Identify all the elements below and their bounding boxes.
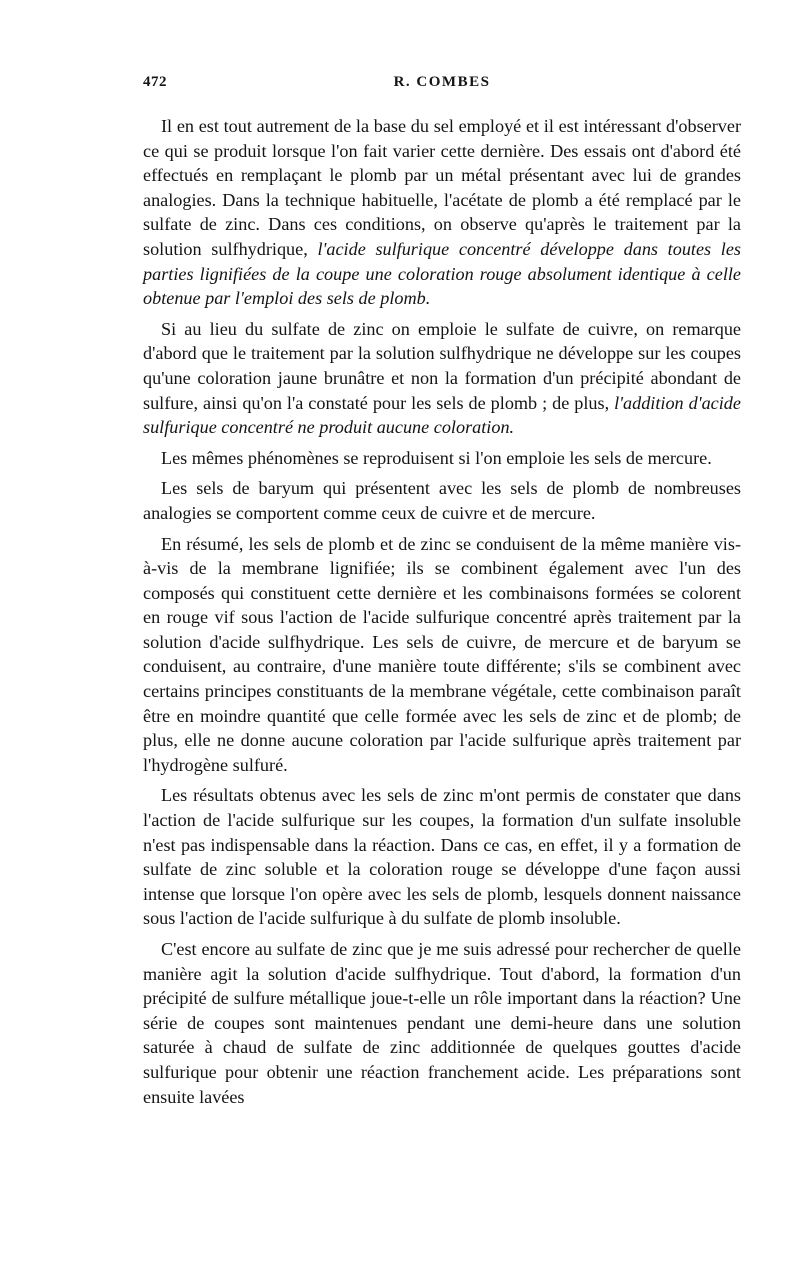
page-number: 472 [143,74,167,90]
text-run: Les résultats obtenus avec les sels de zinc m'ont permis de constater que dans l'action de l'acide sulfurique sur les coupes, la formation d'un sulfate insoluble n'est pas indispensable dans la réaction. Dans ce cas, en effet, il y a formation de sulfate de zinc soluble et la coloration rouge se développe d'une façon aussi intense que lorsque l'on opère avec les sels de plomb, lesquels donnent naissance sous l'action de l'acide sulfurique à du sulfate de plomb insoluble. [143,785,741,929]
text-run: Si au lieu du sulfate de zinc on emploie le sulfate de cuivre, on remarque d'abord que le traitement par la solution sulfhydrique ne développe sur les coupes qu'une coloration jaune brunâtre et non la formation d'un précipité abondant de sulfure, ainsi qu'on l'a constaté pour les sels de plomb ; de plus, [143,318,741,413]
paragraph [143,937,741,1109]
paragraph [143,532,741,778]
running-head-author: R. COMBES [393,74,491,90]
running-head [143,74,741,98]
body-text [143,114,741,1115]
italic-text-run: l'addition d'acide sulfurique concentré ne produit aucune coloration. [143,392,741,438]
text-run: Les mêmes phénomènes se reproduisent si l'on emploie les sels de mercure. [161,447,712,468]
text-run: C'est encore au sulfate de zinc que je me suis adressé pour rechercher de quelle manière agit la solution d'acide sulfhydrique. Tout d'abord, la formation d'un précipité de sulfure métallique joue-t-elle un rôle important dans la réaction? Une série de coupes sont maintenues pendant une demi-heure dans une solution saturée à chaud de sulfate de zinc additionnée de quelques gouttes d'acide sulfurique pour obtenir une réaction franchement acide. Les préparations sont ensuite lavées [143,939,741,1107]
italic-text-run: l'acide sulfurique concentré développe dans toutes les parties lignifiées de la coupe une coloration rouge absolument identique à celle obtenue par l'emploi des sels de plomb. [143,238,741,309]
paragraph [143,476,741,525]
text-run: Les sels de baryum qui présentent avec les sels de plomb de nombreuses analogies se comportent comme ceux de cuivre et de mercure. [143,478,741,523]
paragraph [143,783,741,931]
paragraph [143,317,741,440]
text-run: Il en est tout autrement de la base du sel employé et il est intéressant d'observer ce qui se produit lorsque l'on fait varier cette dernière. Des essais ont d'abord été effectués en remplaçant le plomb par un métal présentant avec lui de grandes analogies. Dans la technique habituelle, l'acétate de plomb a été remplacé par le sulfate de zinc. Dans ces conditions, on observe qu'après le traitement par la solution sulfhydrique, [143,116,741,259]
paragraph [143,446,741,471]
paragraph [143,114,741,311]
text-run: En résumé, les sels de plomb et de zinc se conduisent de la même manière vis-à-vis de la membrane lignifiée; ils se combinent également avec l'un des composés qui constituent cette dernière et les combinaisons formées se colorent en rouge vif sous l'action de l'acide sulfurique concentré après traitement par la solution d'acide sulfhydrique. Les sels de cuivre, de mercure et de baryum se conduisent, au contraire, d'une manière toute différente; s'ils se combinent avec certains principes constituants de la membrane végétale, cette combinaison paraît être en moindre quantité que celle formée avec les sels de zinc et de plomb; de plus, elle ne donne aucune coloration par l'acide sulfurique après traitement par l'hydrogène sulfuré. [143,533,741,775]
